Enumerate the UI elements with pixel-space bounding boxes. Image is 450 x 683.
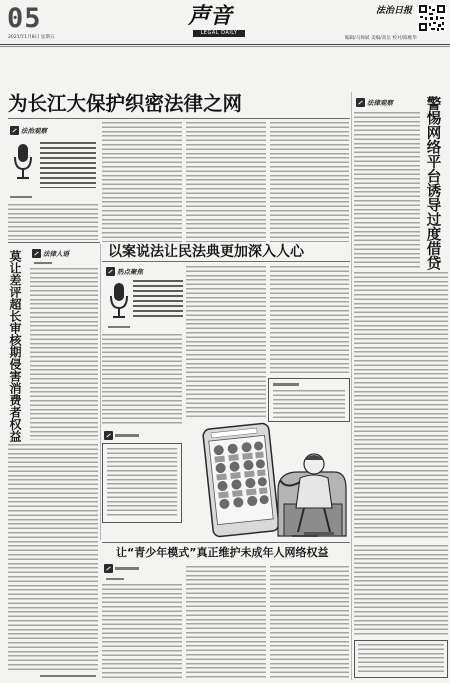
article-body-text	[30, 268, 98, 440]
pen-square-icon	[104, 431, 113, 440]
column-tag-review	[32, 248, 69, 258]
cartoon-caption	[292, 535, 318, 537]
info-box-text	[358, 644, 444, 674]
article-body-text	[8, 444, 98, 670]
article-body-text	[102, 584, 182, 678]
article-body-text	[354, 272, 448, 538]
headline-youth: 让“青少年模式”真正维护未成年人网络权益	[116, 546, 329, 559]
column-tag-label	[115, 567, 139, 570]
header-rule	[0, 44, 450, 45]
commentary-box	[102, 443, 182, 523]
pen-square-icon	[106, 267, 115, 276]
newspaper-logo: 法治日报	[376, 6, 413, 16]
microphone-icon	[108, 282, 130, 320]
column-tag-label: 法律观察	[367, 98, 393, 107]
pen-square-icon	[356, 98, 365, 107]
article-body-text	[102, 334, 182, 426]
section-masthead-subtitle: LEGAL DAILY	[193, 30, 245, 37]
article-body-text	[102, 122, 182, 242]
article-body-text	[186, 266, 266, 420]
column-tag-commentary	[104, 430, 139, 440]
author-byline	[108, 326, 130, 328]
editor-credits: 编辑/马帅斌 美编/高岳 校对/陈维华	[345, 36, 417, 41]
headline-yangtze: 为长江大保护织密法律之网	[8, 92, 243, 115]
article-body-text	[354, 112, 420, 268]
sidebar-box-title	[273, 383, 299, 386]
sidebar-box	[268, 378, 350, 422]
headline-rule	[8, 118, 350, 119]
article-body-text	[186, 122, 266, 242]
section-rule	[102, 542, 350, 543]
author-byline	[10, 196, 32, 198]
author-byline	[34, 262, 52, 264]
section-rule	[8, 242, 100, 243]
commentary-text	[107, 448, 177, 518]
article-body-text	[8, 204, 98, 240]
info-box	[354, 640, 448, 678]
qr-code-icon	[418, 4, 446, 32]
pull-quote-yangtze	[40, 142, 96, 188]
article-body-text	[186, 566, 266, 678]
article-body-text	[354, 545, 448, 635]
headline-rule	[102, 261, 350, 262]
column-tag-label: 法律人语	[43, 249, 69, 258]
column-tag-lending	[356, 97, 393, 107]
headline-civil-code: 以案说法让民法典更加深入人心	[108, 244, 304, 260]
column-tag-yangtze	[10, 125, 47, 135]
author-byline	[106, 578, 124, 580]
column-tag-youth	[104, 563, 139, 573]
headline-review: 莫让差评超长审核期侵害消费者权益	[8, 250, 22, 442]
issue-date: 2021年1月8日 星期五	[8, 35, 55, 40]
column-tag-label: 法治观察	[21, 126, 47, 135]
section-masthead: 声音	[188, 3, 233, 29]
cartoon-phone-lending	[186, 420, 350, 542]
column-tag-label: 热点聚焦	[117, 267, 143, 276]
sidebar-box-text	[273, 390, 345, 418]
page-number: 05	[7, 3, 42, 34]
pen-square-icon	[104, 564, 113, 573]
author-affiliation	[40, 675, 96, 677]
pen-square-icon	[10, 126, 19, 135]
pull-quote-civil-code	[133, 280, 183, 320]
article-body-text	[270, 266, 349, 374]
column-tag-label	[115, 434, 139, 437]
article-body-text	[270, 566, 349, 678]
pen-square-icon	[32, 249, 41, 258]
column-tag-civil-code	[106, 266, 143, 276]
microphone-icon	[12, 143, 34, 181]
column-divider	[100, 244, 101, 540]
headline-lending: 警惕网络平台诱导过度借贷	[424, 96, 441, 270]
article-body-text	[270, 122, 349, 242]
column-divider	[351, 92, 352, 680]
header-rule-thin	[0, 46, 450, 47]
